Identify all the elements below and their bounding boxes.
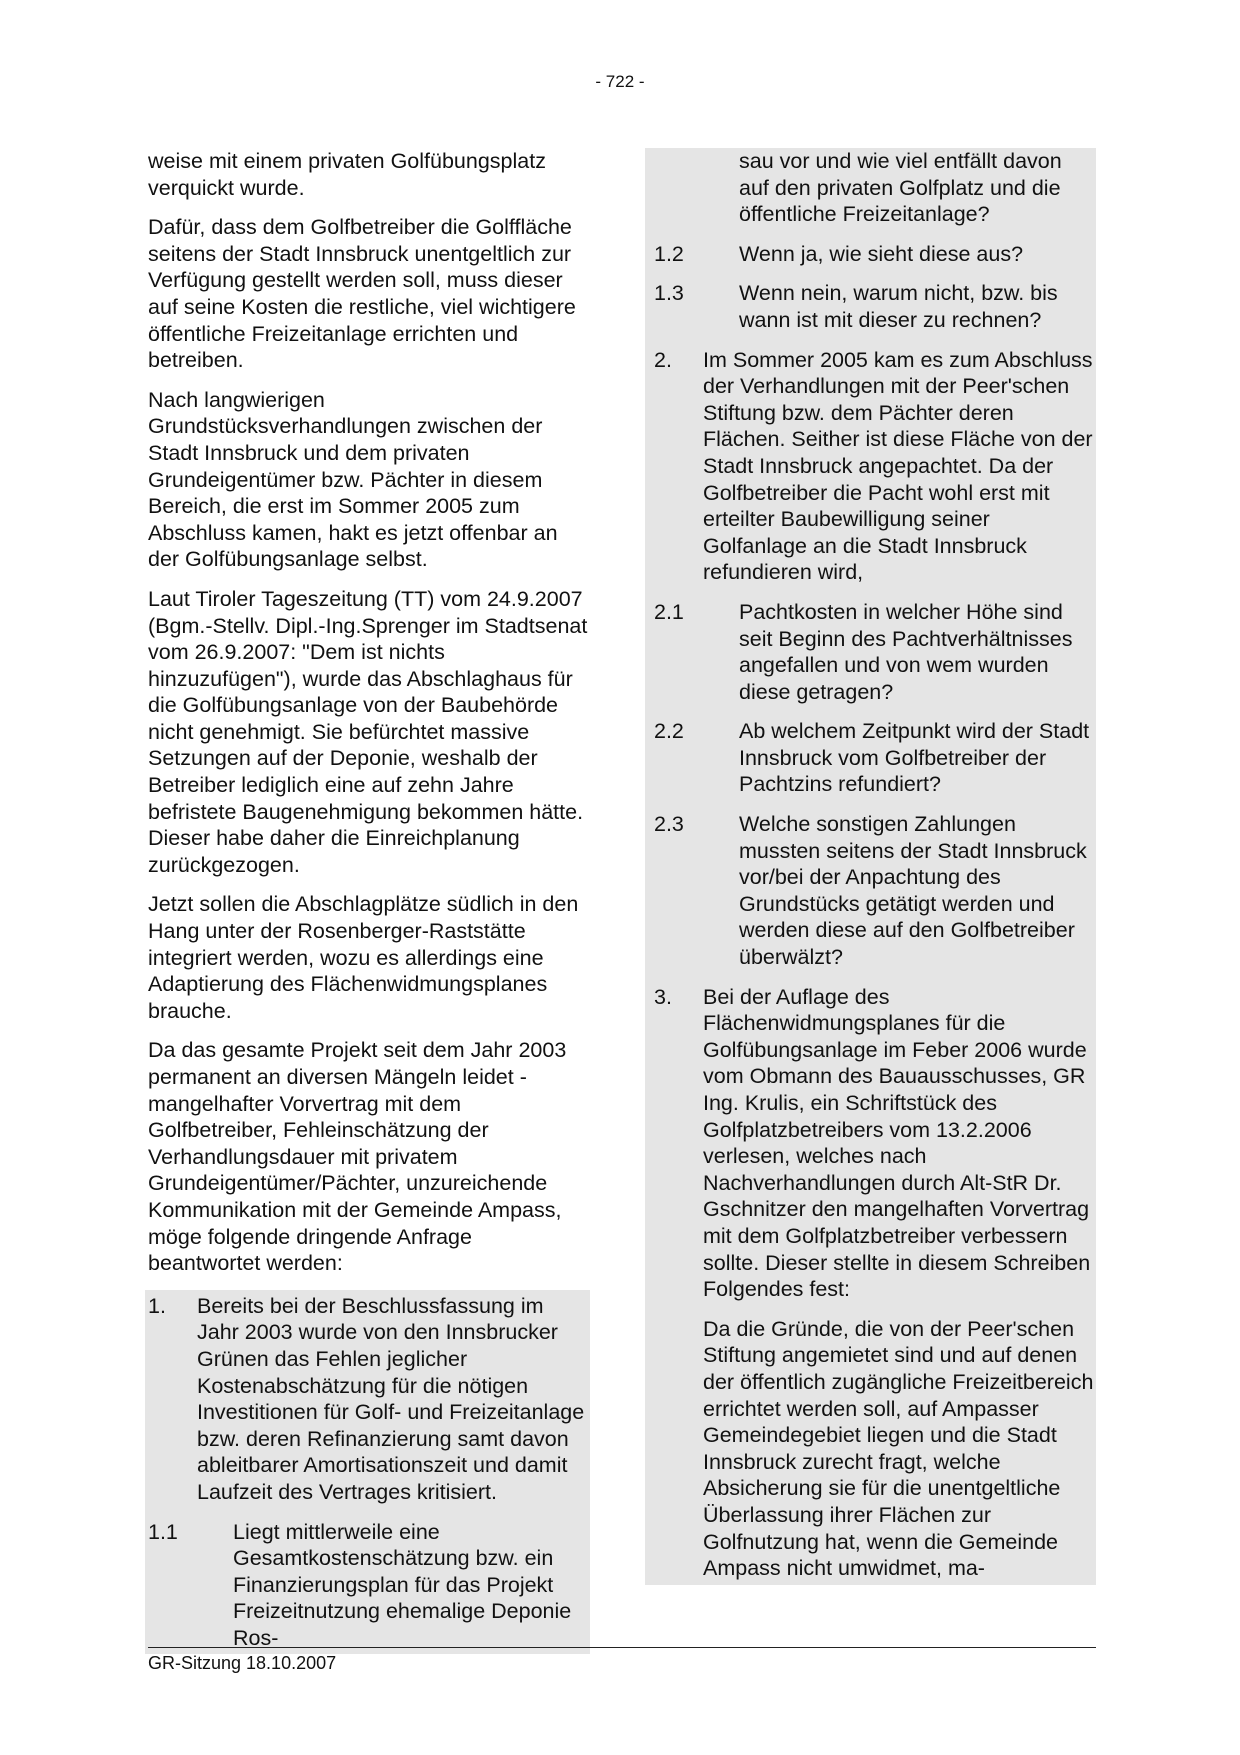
paragraph: Laut Tiroler Tageszeitung (TT) vom 24.9.2007 (Bgm.-Stellv. Dipl.-Ing.Sprenger im Stadtsenat vom 26.9.2007: "Dem ist nichts hinzuzufügen"), wurde das Abschlaghaus für die Golfübungsanlage von der Baubehörde nicht genehmigt. Sie befürchtet massive Setzungen auf der Deponie, weshalb der Betreiber lediglich eine auf zehn Jahre befristete Baugenehmigung bekommen hätte. Dieser habe daher die Einreichplanung zurückgezogen. xyxy=(148,586,588,877)
question-text: Im Sommer 2005 kam es zum Abschluss der Verhandlungen mit der Peer'schen Stiftung bzw. dem Pächter deren Flächen. Seither ist diese Fläche von der Stadt Innsbruck angepachtet. Da der Golfbetreiber die Pacht wohl erst mit erteilter Baubewilligung seiner Golfanlage an die Stadt Innsbruck refundieren wird, xyxy=(703,347,1093,585)
paragraph: Jetzt sollen die Abschlagplätze südlich in den Hang unter der Rosenberger-Raststätte integriert werden, wozu es allerdings eine Adaptierung des Flächenwidmungsplanes brauche. xyxy=(148,892,579,1023)
quoted-statement: Da die Gründe, die von der Peer'schen Stiftung angemietet sind und auf denen der öffentlich zugängliche Freizeitbereich errichtet werden soll, auf Ampasser Gemeindegebiet liegen und die Stadt Innsbruck zurecht fragt, welche Absicherung sie für die unentgeltliche Überlassung ihrer Flächen zur Golfnutzung hat, wenn die Gemeinde Ampass nicht umwidmet, ma- xyxy=(703,1316,1094,1581)
question-text: Pachtkosten in welcher Höhe sind seit Beginn des Pachtverhältnisses angefallen und von wem wurden diese getragen? xyxy=(739,599,1073,704)
question-item xyxy=(148,1293,590,1506)
paragraph: Dafür, dass dem Golfbetreiber die Golffläche seitens der Stadt Innsbruck unentgeltlich zur Verfügung gestellt werden soll, muss dieser auf seine Kosten die restliche, viel wichtigere öffentliche Freizeitanlage errichten und betreiben. xyxy=(148,215,576,373)
left-column xyxy=(148,148,590,1654)
page-number: - 722 - xyxy=(595,72,645,91)
question-number: 2.1 xyxy=(654,599,684,624)
question-text: Ab welchem Zeitpunkt wird der Stadt Innsbruck vom Golfbetreiber der Pachtzins refundiert? xyxy=(739,719,1090,797)
question-text: Wenn nein, warum nicht, bzw. bis wann ist mit dieser zu rechnen? xyxy=(739,281,1058,332)
question-item xyxy=(654,280,1096,333)
question-text: sau vor und wie viel entfällt davon auf den privaten Golfplatz und die öffentliche Freizeitanlage? xyxy=(739,149,1062,227)
paragraph: weise mit einem privaten Golfübungsplatz verquickt wurde. xyxy=(148,149,546,200)
question-number: 1.1 xyxy=(148,1519,178,1544)
question-item xyxy=(654,347,1096,586)
question-number: 2. xyxy=(654,347,672,372)
question-item xyxy=(654,811,1096,971)
footer-text: GR-Sitzung 18.10.2007 xyxy=(148,1653,337,1673)
paragraph: Nach langwierigen Grundstücksverhandlungen zwischen der Stadt Innsbruck und dem privaten Grundeigentümer bzw. Pächter in diesem Bereich, die erst im Sommer 2005 zum Abschluss kamen, hakt es jetzt offenbar an der Golfübungsanlage selbst. xyxy=(148,387,558,572)
right-column xyxy=(654,148,1096,1585)
question-item xyxy=(654,241,1096,268)
footer-divider xyxy=(148,1647,1096,1648)
question-number: 1. xyxy=(148,1293,166,1318)
question-text: Liegt mittlerweile eine Gesamtkostenschätzung bzw. ein Finanzierungsplan für das Projekt Freizeitnutzung ehemalige Deponie Ros- xyxy=(233,1519,572,1650)
question-text: Wenn ja, wie sieht diese aus? xyxy=(739,241,1024,266)
question-item xyxy=(654,718,1096,798)
question-text: Bereits bei der Beschlussfassung im Jahr 2003 wurde von den Innsbrucker Grünen das Fehlen jeglicher Kostenabschätzung für die nötigen Investitionen für Golf- und Freizeitanlage bzw. deren Refinanzierung samt davon ableitbarer Amortisationszeit und damit Laufzeit des Vertrages kritisiert. xyxy=(197,1293,585,1504)
question-number: 2.2 xyxy=(654,719,684,744)
question-item xyxy=(654,599,1096,705)
question-block xyxy=(145,1290,590,1655)
question-continuation xyxy=(654,148,1096,228)
question-item xyxy=(654,984,1096,1303)
question-block xyxy=(645,148,1096,1585)
question-item xyxy=(148,1519,590,1652)
question-number: 3. xyxy=(654,984,672,1009)
question-text: Bei der Auflage des Flächenwidmungsplanes für die Golfübungsanlage im Feber 2006 wurde vom Obmann des Bauausschusses, GR Ing. Krulis, ein Schriftstück des Golfplatzbetreibers vom 13.2.2006 verlesen, welches nach Nachverhandlungen durch Alt-StR Dr. Gschnitzer den mangelhaften Vorvertrag mit dem Golfplatzbetreiber verbessern sollte. Dieser stellte in diesem Schreiben Folgendes fest: xyxy=(703,984,1091,1302)
paragraph: Da das gesamte Projekt seit dem Jahr 2003 permanent an diversen Mängeln leidet - mangelhafter Vorvertrag mit dem Golfbetreiber, Fehleinschätzung der Verhandlungsdauer mit privatem Grundeigentümer/Pächter, unzureichende Kommunikation mit der Gemeinde Ampass, möge folgende dringende Anfrage beantwortet werden: xyxy=(148,1038,567,1276)
question-number: 1.2 xyxy=(654,241,684,266)
question-number: 1.3 xyxy=(654,281,684,306)
question-text: Welche sonstigen Zahlungen mussten seitens der Stadt Innsbruck vor/bei der Anpachtung des Grundstücks getätigt werden und werden diese auf den Golfbetreiber überwälzt? xyxy=(739,812,1087,970)
question-number: 2.3 xyxy=(654,812,684,837)
